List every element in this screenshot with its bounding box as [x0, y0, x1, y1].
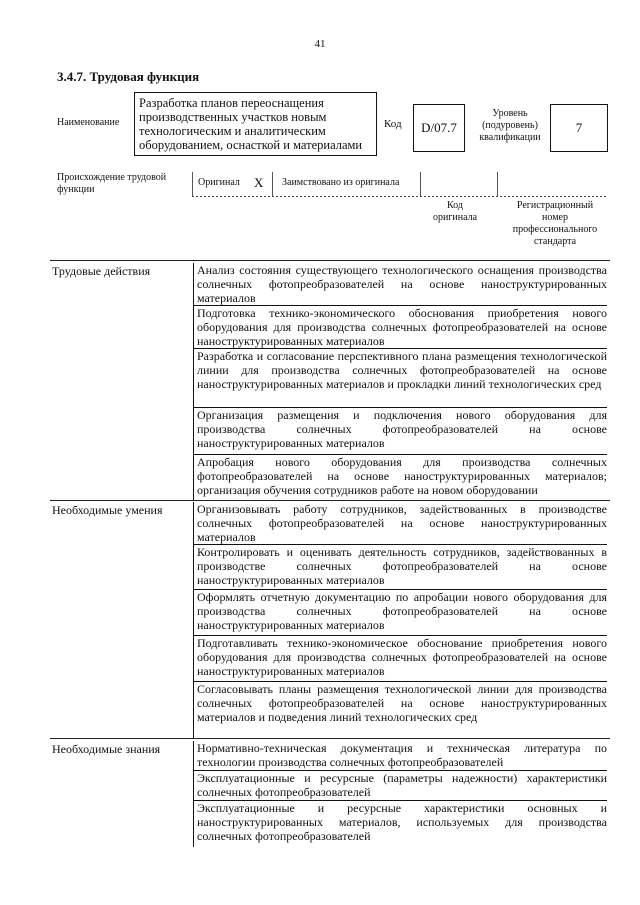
sections-top-rule — [50, 260, 610, 261]
section-label-skills: Необходимые умения — [52, 503, 163, 517]
list-item: Анализ состояния существующего технологического оснащения производства солнечных фотопреобразователей на основе наноструктурированных материалов — [193, 263, 607, 306]
original-mark: X — [254, 175, 264, 190]
list-item: Подготовка технико-экономического обоснования приобретения нового оборудования для производства солнечных фотопреобразователей на основе наноструктурированных материалов — [193, 306, 607, 349]
function-name-box: Разработка планов переоснащения производственных участков новым технологическим и аналитическим оборудованием, оснасткой и материалами — [134, 92, 377, 156]
original-code-label: Код оригинала — [432, 200, 478, 223]
original-label: Оригинал — [198, 177, 240, 188]
section-divider — [50, 738, 610, 739]
list-item: Нормативно-техническая документация и техническая литература по технологии производства солнечных фотопреобразователей — [193, 741, 607, 771]
list-item: Эксплуатационные и ресурсные характеристики основных и наноструктурированных материалов, используемых для производства солнечных фотопреобразователей — [193, 801, 607, 847]
list-item: Организовывать работу сотрудников, задействованных в производстве солнечных фотопреобразователей на основе наноструктурированных материалов — [193, 502, 607, 545]
list-item: Подготавливать технико-экономическое обоснование приобретения нового оборудования для производства солнечных фотопреобразователей на основе наноструктурированных материалов — [193, 636, 607, 682]
qualification-level-label: Уровень (подуровень) квалификации — [479, 108, 541, 143]
list-item: Эксплуатационные и ресурсные (параметры надежности) характеристики солнечных фотопреобразователей — [193, 771, 607, 801]
list-item: Оформлять отчетную документацию по апробации нового оборудования для производства солнечных фотопреобразователей на основе наноструктурированных материалов — [193, 590, 607, 636]
origin-label: Происхождение трудовой функции — [57, 172, 167, 195]
section-label-knowledge: Необходимые знания — [52, 742, 161, 756]
registration-number-label: Регистрационный номер профессионального стандарта — [512, 200, 598, 247]
name-label: Наименование — [57, 117, 120, 128]
borrowed-label: Заимствовано из оригинала — [282, 177, 400, 188]
list-item: Организация размещения и подключения нового оборудования для производства солнечных фотопреобразователей на основе наноструктурированных материалов — [193, 408, 607, 455]
code-value: D/07.7 — [413, 104, 465, 152]
code-label: Код — [384, 118, 402, 130]
section-heading: 3.4.7. Трудовая функция — [57, 69, 200, 84]
list-item: Контролировать и оценивать деятельность сотрудников, задействованных в производстве солнечных фотопреобразователей на основе наноструктурированных материалов — [193, 545, 607, 590]
list-item: Разработка и согласование перспективного плана размещения технологической линии для производства солнечных фотопреобразователей на основе наноструктурированных материалов и прокладки линий технологических сред — [193, 349, 607, 408]
list-item: Апробация нового оборудования для производства солнечных фотопреобразователей на основе наноструктурированных материалов; организация обучения сотрудников работе на новом оборудовании — [193, 455, 607, 500]
section-divider — [50, 500, 610, 501]
list-item: Согласовывать планы размещения технологической линии для производства солнечных фотопреобразователей на основе наноструктурированных материалов и подведения линий технологических сред — [193, 682, 607, 738]
page-number: 41 — [314, 38, 326, 50]
section-label-labor-actions: Трудовые действия — [52, 264, 151, 278]
origin-row — [192, 172, 612, 198]
qualification-level-value: 7 — [550, 104, 608, 152]
